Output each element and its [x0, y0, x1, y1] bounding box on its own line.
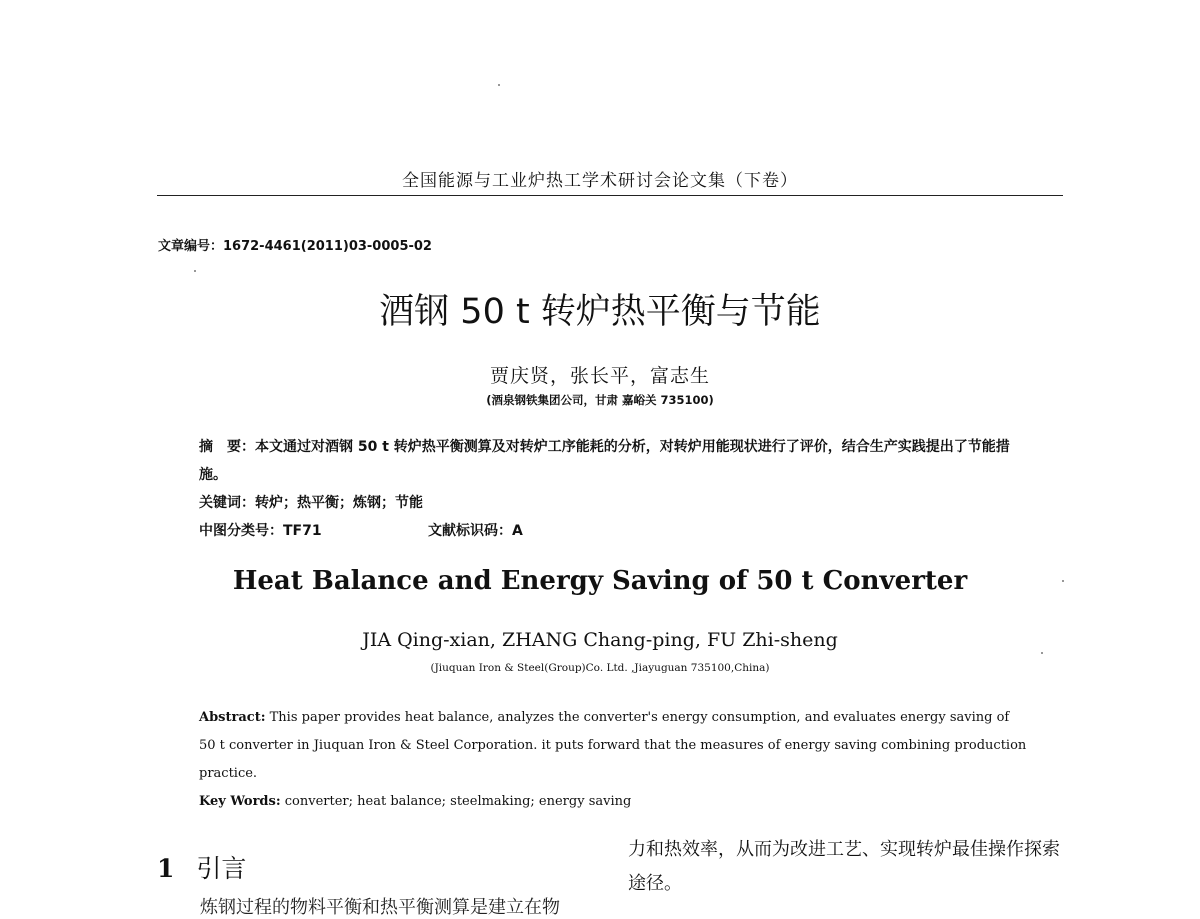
running-header: 全国能源与工业炉热工学术研讨会论文集（下卷） — [402, 171, 798, 191]
header-rule — [157, 195, 1063, 196]
classification-value: TF71 — [283, 523, 322, 539]
abstract-zh — [199, 433, 1029, 489]
scan-speck — [194, 270, 196, 272]
authors-en: JIA Qing-xian, ZHANG Chang-ping, FU Zhi-sheng — [362, 629, 838, 651]
document-code-label: 文献标识码： — [428, 523, 512, 539]
abstract-zh-text: 本文通过对酒钢 50 t 转炉热平衡测算及对转炉工序能耗的分析，对转炉用能现状进行了评价，结合生产实践提出了节能措施。 — [199, 439, 1010, 483]
section-title: 引言 — [196, 854, 247, 883]
keywords-zh-label: 关键词： — [199, 495, 255, 511]
keywords-en-text: converter; heat balance; steelmaking; energy saving — [280, 794, 632, 809]
scan-speck — [1062, 580, 1064, 582]
classification-label: 中图分类号： — [199, 523, 283, 539]
article-number: 文章编号：1672-4461(2011)03-0005-02 — [158, 239, 432, 254]
keywords-zh-text: 转炉；热平衡；炼钢；节能 — [255, 495, 423, 511]
abstract-en-label: Abstract: — [199, 710, 266, 725]
abstract-en-text: This paper provides heat balance, analyzes the converter's energy consumption, and evaluates energy saving of 50 t converter in Jiuquan Iron & Steel Corporation. it puts forward that the measures of energy saving combining production practice. — [199, 710, 1027, 781]
section-number: 1 — [157, 854, 175, 883]
affiliation-en: (Jiuquan Iron & Steel(Group)Co. Ltd. ,Jiayuguan 735100,China) — [430, 662, 770, 674]
abstract-en — [199, 704, 1029, 788]
keywords-en-label: Key Words: — [199, 794, 281, 809]
document-code — [428, 517, 523, 545]
body-text-right: 力和热效率，从而为改进工艺、实现转炉最佳操作探索途径。 — [628, 839, 1060, 894]
body-text-left-clipped: 炼钢过程的物料平衡和热平衡测算是建立在物 — [200, 897, 560, 918]
scan-speck — [498, 84, 500, 86]
authors-zh: 贾庆贤，张长平，富志生 — [489, 365, 710, 387]
title-zh: 酒钢 50 t 转炉热平衡与节能 — [379, 292, 821, 332]
section-heading — [157, 849, 246, 885]
classification-row — [199, 517, 1029, 545]
keywords-en — [199, 788, 1029, 816]
keywords-zh — [199, 489, 1029, 517]
abstract-zh-label: 摘 要： — [199, 439, 255, 455]
title-en: Heat Balance and Energy Saving of 50 t Converter — [232, 566, 968, 596]
affiliation-zh: (酒泉钢铁集团公司，甘肃 嘉峪关 735100) — [486, 393, 714, 407]
scan-speck — [1041, 652, 1043, 654]
document-code-value: A — [512, 523, 523, 539]
